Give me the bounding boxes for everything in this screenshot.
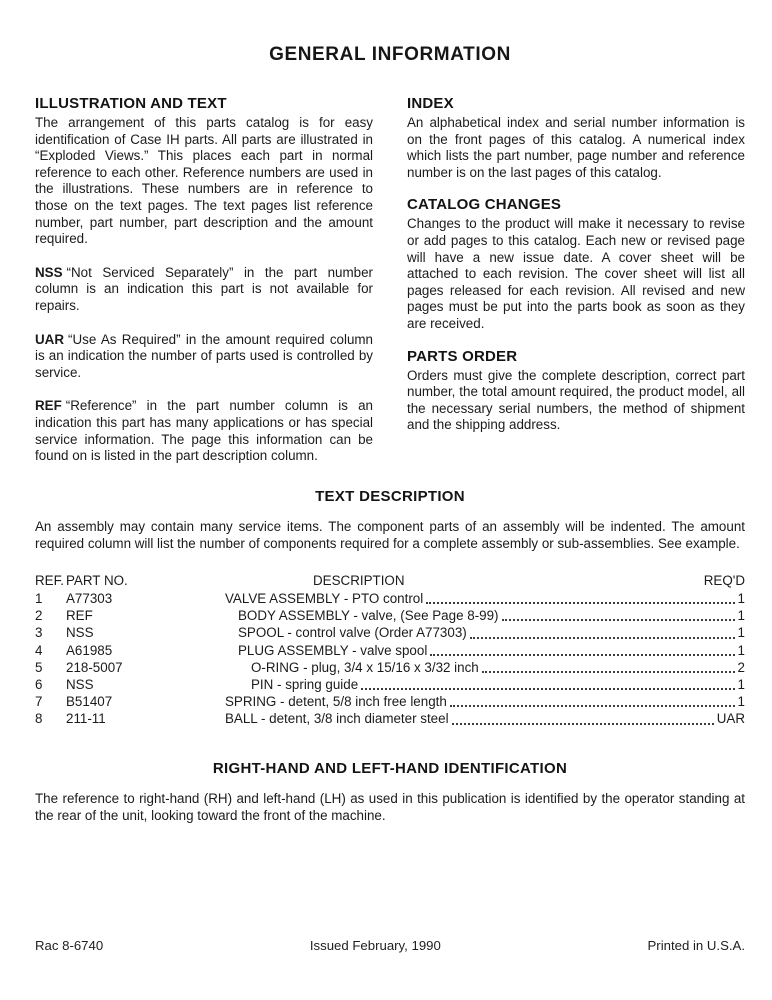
parts-order-heading: PARTS ORDER [407,347,518,365]
right-column [407,95,745,480]
row-ref: 2 [35,608,43,624]
row-reqd: 1 [737,590,745,606]
dotted-leader [502,619,735,621]
catalog-changes-body: Changes to the product will make it necessary to revise or add pages to this catalog. Each new or revised page will have a new issue date. A cover sheet will be attached to each revision. The cover sheet will list all pages released for each revision. All revised and new pages must be put into the parts book as soon as they are received. [407,216,745,331]
rh-lh-heading: RIGHT-HAND AND LEFT-HAND IDENTIFICATION [212,759,568,777]
row-reqd: 1 [737,642,745,658]
table-row [35,590,745,607]
row-part: A77303 [66,590,113,606]
row-part: NSS [66,625,94,641]
row-reqd: 1 [737,608,745,624]
row-desc-cell [225,693,745,710]
table-row [35,624,745,641]
row-desc-cell [225,624,745,641]
table-row [35,710,745,727]
ref-term-paragraph [35,398,373,464]
dotted-leader [426,602,734,604]
dotted-leader [430,654,734,656]
illustration-and-text-heading: ILLUSTRATION AND TEXT [35,95,227,112]
row-reqd: 2 [737,659,745,675]
parts-order-body: Orders must give the complete description, correct part number, the total amount required, the product model, all the necessary serial numbers, the method of shipment and the shipping address. [407,367,745,433]
two-column-section [35,95,745,480]
page-footer [35,938,745,953]
col-header-reqd: REQ'D [703,572,745,588]
row-desc-cell [225,607,745,624]
col-header-ref: REF. [35,572,65,588]
row-ref: 3 [35,625,43,641]
row-ref: 5 [35,659,43,675]
row-desc: BALL - detent, 3/8 inch diameter steel [225,711,449,727]
row-ref: 4 [35,642,43,658]
footer-printed-in: Printed in U.S.A. [647,938,745,953]
dotted-leader [452,723,714,725]
row-reqd: 1 [737,694,745,710]
footer-issue-date: Issued February, 1990 [309,938,441,953]
row-part: 218-5007 [66,659,123,675]
uar-term-paragraph [35,332,373,382]
table-row [35,676,745,693]
ref-term-text: “Reference” in the part number column is an indication this part has many applications or has special service information. The page this information can be found on is listed in the part description column. [35,398,373,464]
dotted-leader [482,671,735,673]
uar-term-text: “Use As Required” in the amount required column is an indication the number of parts used is controlled by service. [35,331,373,380]
row-part: B51407 [66,694,113,710]
row-part: NSS [66,676,94,692]
row-desc: O-RING - plug, 3/4 x 15/16 x 3/32 inch [251,659,479,675]
row-part: A61985 [66,642,113,658]
row-desc: VALVE ASSEMBLY - PTO control [225,590,424,606]
nss-term-paragraph [35,265,373,315]
illustration-and-text-body: The arrangement of this parts catalog is for easy identification of Case IH parts. All parts are illustrated in “Exploded Views.” This places each part in normal reference to each other. Reference numbers are used in the illustrations. These numbers are in reference to those on the text pages. The text pages list reference number, part number, part description and the amount required. [35,115,373,247]
row-ref: 8 [35,711,43,727]
nss-term-text: “Not Serviced Separately” in the part number column is an indication this part is not available for repairs. [35,264,373,313]
row-ref: 7 [35,694,43,710]
dotted-leader [361,688,734,690]
row-desc: BODY ASSEMBLY - valve, (See Page 8-99) [238,608,499,624]
text-description-heading: TEXT DESCRIPTION [315,487,465,505]
row-part: REF [66,608,93,624]
index-heading: INDEX [407,95,454,112]
index-body: An alphabetical index and serial number information is on the front pages of this catalog. A numerical index which lists the part number, page number and reference number is on the last pages of this catalog. [407,115,745,180]
left-column [35,95,373,480]
dotted-leader [450,705,735,707]
row-desc-cell [225,590,745,607]
table-row [35,659,745,676]
table-row [35,693,745,710]
col-header-part-no: PART NO. [66,572,128,588]
row-desc-cell [225,676,745,693]
dotted-leader [470,637,735,639]
parts-table-body [35,590,745,728]
text-description-intro: An assembly may contain many service items. The component parts of an assembly will be indented. The amount required column will list the number of components required for a complete assembly or sub-assemblies. See example. [35,518,745,551]
row-reqd: 1 [737,625,745,641]
row-desc: SPOOL - control valve (Order A77303) [238,625,467,641]
table-header-desc-cell [225,572,745,589]
row-desc: PIN - spring guide [251,676,359,692]
table-row [35,642,745,659]
row-desc-cell [225,659,745,676]
page-title: GENERAL INFORMATION [269,44,511,65]
table-header-row [35,572,745,589]
table-row [35,607,745,624]
catalog-changes-heading: CATALOG CHANGES [407,196,562,214]
rh-lh-body: The reference to right-hand (RH) and left-hand (LH) as used in this publication is identified by the operator standing at the rear of the unit, looking toward the front of the machine. [35,790,745,824]
row-desc: SPRING - detent, 5/8 inch free length [225,694,447,710]
row-desc-cell [225,642,745,659]
row-ref: 6 [35,676,43,692]
col-header-description: DESCRIPTION [313,572,405,588]
footer-publication-number: Rac 8-6740 [35,938,104,953]
parts-example-table [35,572,745,728]
row-reqd: 1 [737,676,745,692]
row-desc-cell [225,710,745,727]
row-reqd: UAR [716,711,745,727]
ref-term-lead: REF [35,398,62,414]
row-ref: 1 [35,590,43,606]
uar-term-lead: UAR [35,331,65,347]
nss-term-lead: NSS [35,264,63,280]
row-part: 211-11 [66,711,106,727]
row-desc: PLUG ASSEMBLY - valve spool [238,642,428,658]
